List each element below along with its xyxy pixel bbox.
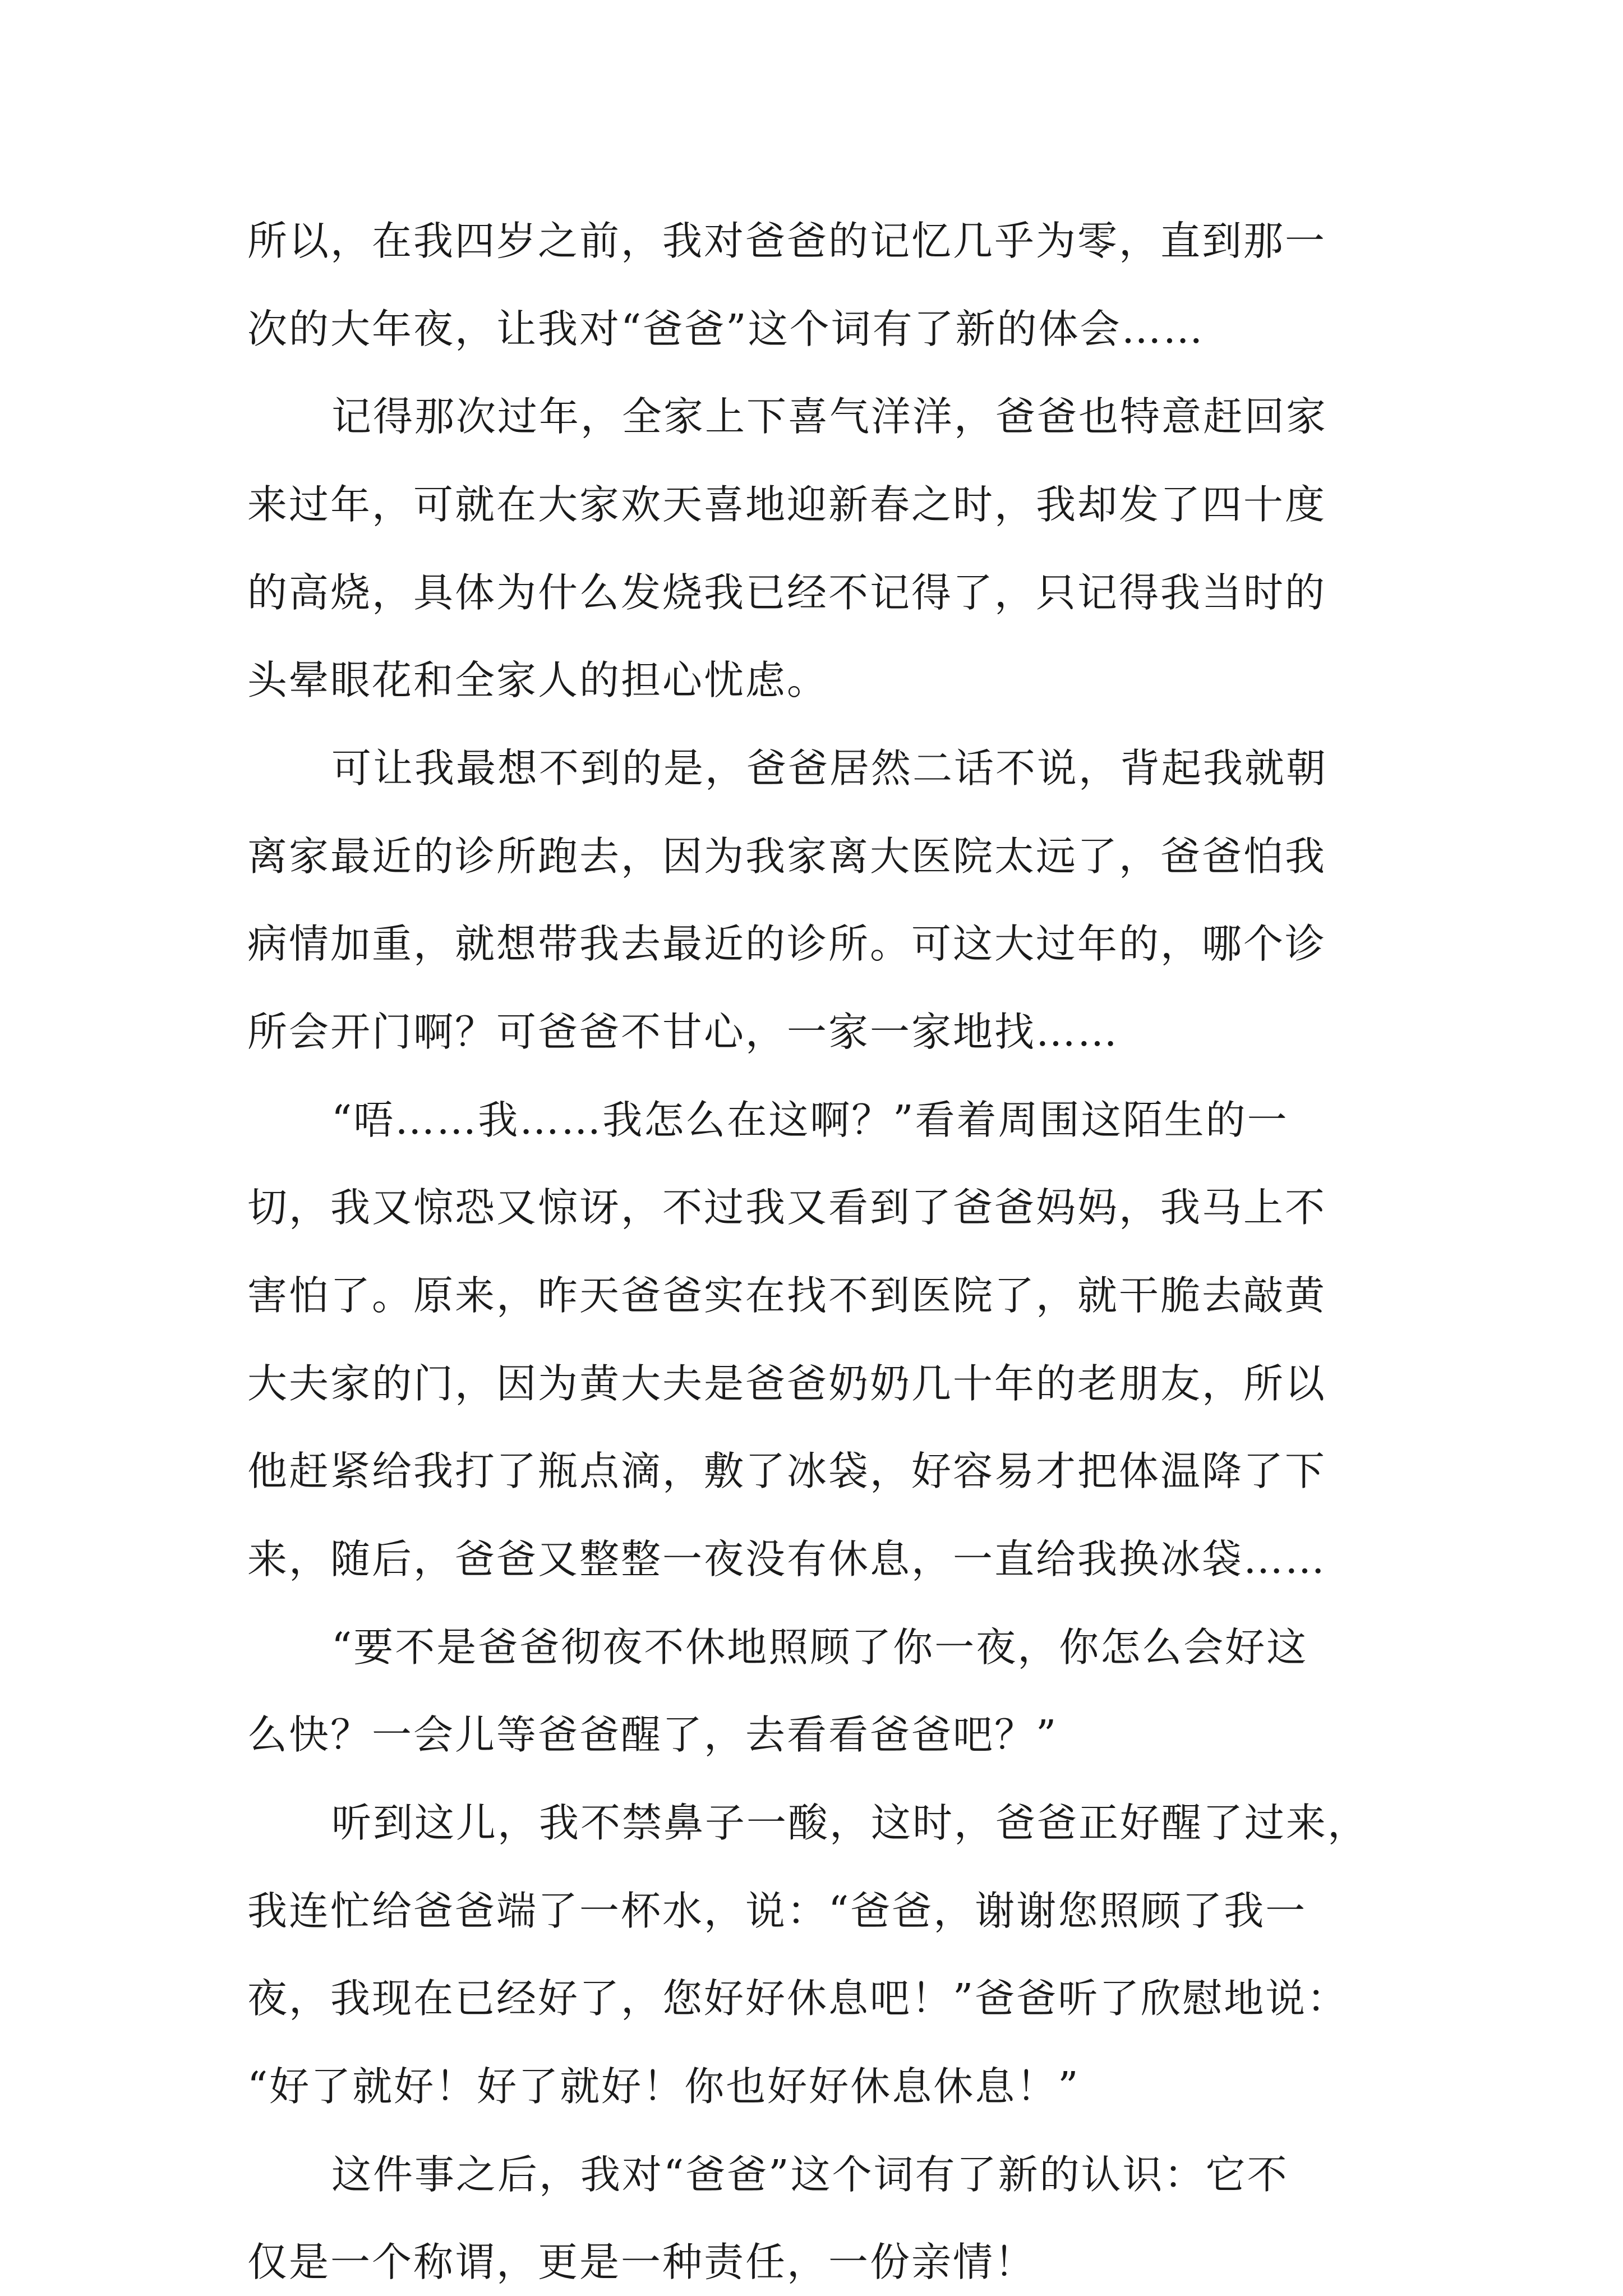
text-line: 害怕了。原来，昨天爸爸实在找不到医院了，就干脆去敲黄 [247,1272,1327,1319]
paragraph-first-line: 听到这儿，我不禁鼻子一酸，这时，爸爸正好醒了过来， [331,1800,1370,1846]
text-line: 次的大年夜，让我对“爸爸”这个词有了新的体会…… [247,306,1205,352]
text-line: 我连忙给爸爸端了一杯水，说：“爸爸，谢谢您照顾了我一 [247,1888,1307,1934]
text-line: 所以，在我四岁之前，我对爸爸的记忆几乎为零，直到那一 [247,218,1327,264]
paragraph-first-line: 可让我最想不到的是，爸爸居然二话不说，背起我就朝 [331,745,1328,792]
text-line: 仅是一个称谓，更是一种责任，一份亲情！ [247,2239,1036,2285]
text-line: 大夫家的门，因为黄大夫是爸爸奶奶几十年的老朋友，所以 [247,1360,1327,1407]
text-line: 么快？一会儿等爸爸醒了，去看看爸爸吧？” [247,1711,1058,1758]
text-line: 来，随后，爸爸又整整一夜没有休息，一直给我换冰袋…… [247,1536,1327,1582]
text-line: “好了就好！好了就好！你也好好休息休息！” [247,2063,1080,2110]
paragraph-first-line: “唔……我……我怎么在这啊？”看着周围这陌生的一 [331,1097,1289,1143]
text-line: 头晕眼花和全家人的担心忧虑。 [247,657,829,703]
text-line: 所会开门啊？可爸爸不甘心，一家一家地找…… [247,1009,1119,1055]
paragraph-first-line: 记得那次过年，全家上下喜气洋洋，爸爸也特意赶回家 [331,393,1328,440]
text-line: 病情加重，就想带我去最近的诊所。可这大过年的，哪个诊 [247,921,1327,967]
text-line: 切，我又惊恐又惊讶，不过我又看到了爸爸妈妈，我马上不 [247,1184,1327,1231]
paragraph-first-line: 这件事之后，我对“爸爸”这个词有了新的认识：它不 [331,2151,1289,2198]
paragraph-first-line: “要不是爸爸彻夜不休地照顾了你一夜，你怎么会好这 [331,1624,1308,1671]
text-line: 来过年，可就在大家欢天喜地迎新春之时，我却发了四十度 [247,481,1327,528]
text-line: 离家最近的诊所跑去，因为我家离大医院太远了，爸爸怕我 [247,833,1327,880]
text-line: 夜，我现在已经好了，您好好休息吧！”爸爸听了欣慰地说： [247,1975,1349,2022]
text-line: 的高烧，具体为什么发烧我已经不记得了，只记得我当时的 [247,569,1327,616]
text-line: 他赶紧给我打了瓶点滴，敷了冰袋，好容易才把体温降了下 [247,1448,1327,1494]
